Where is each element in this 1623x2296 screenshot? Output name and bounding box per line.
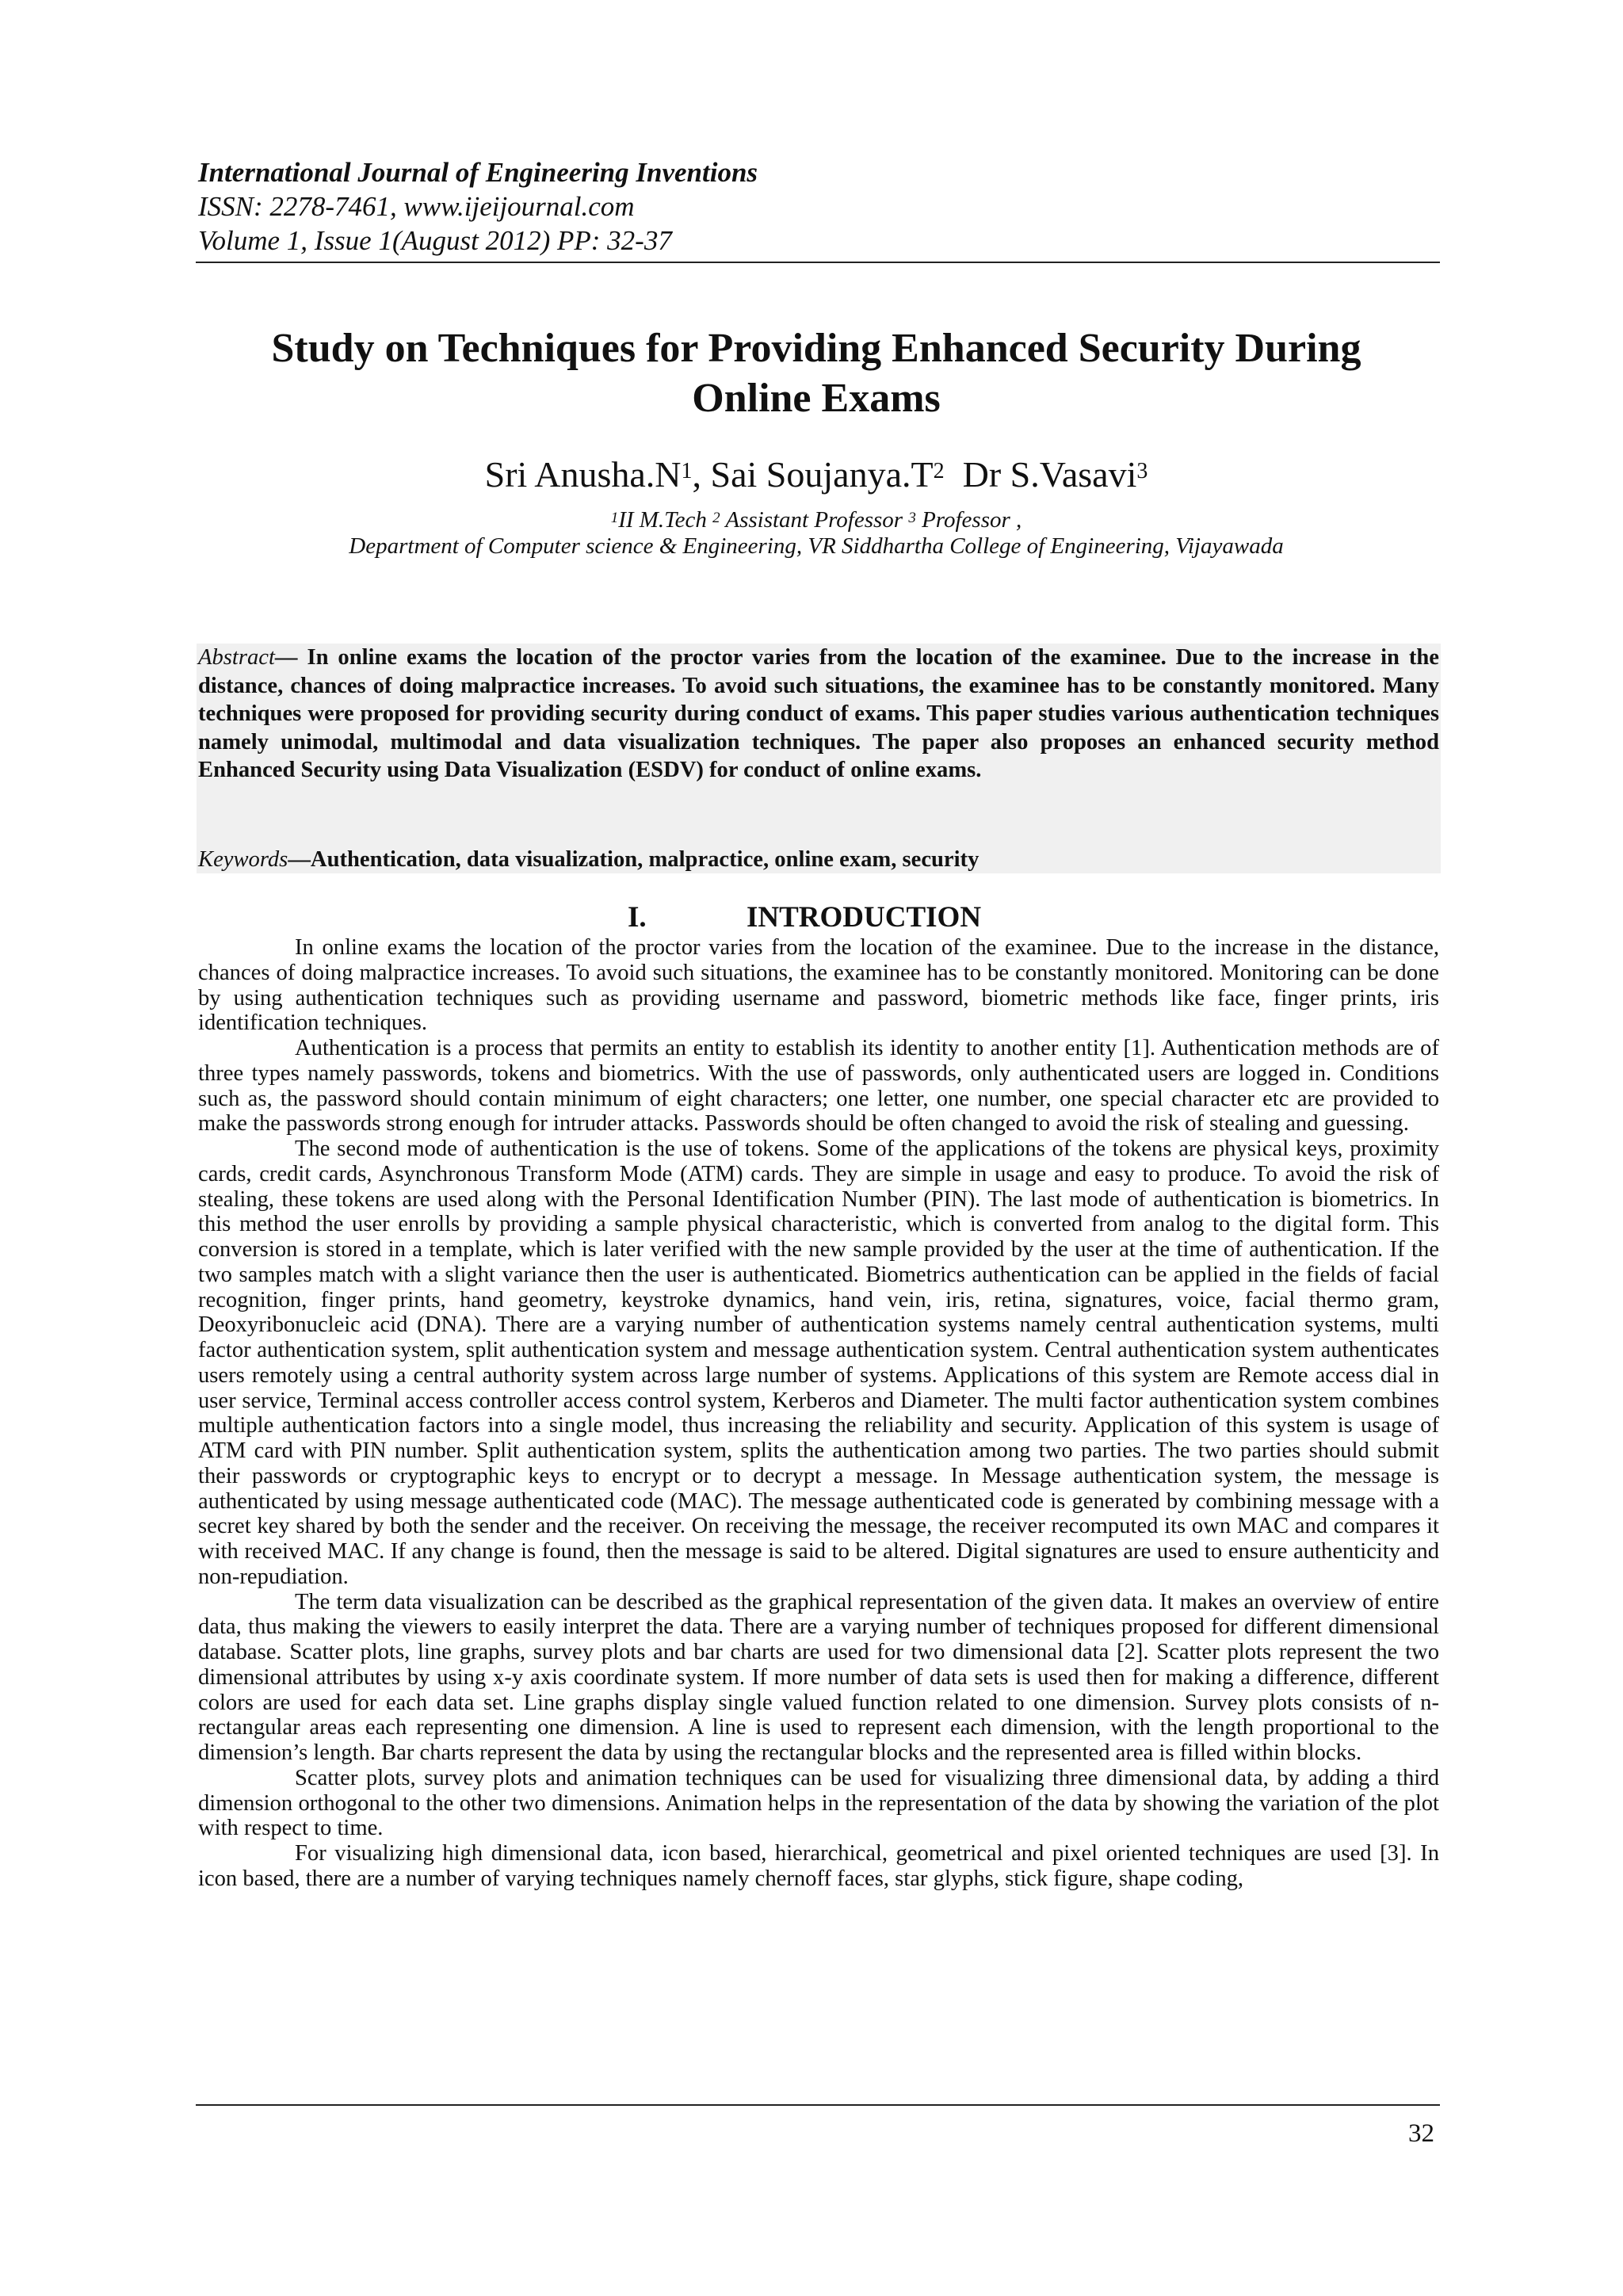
keywords-text: Authentication, data visualization, malpractice, online exam, security (310, 847, 980, 872)
paragraph: The second mode of authentication is the use of tokens. Some of the applications of the tokens are physical keys, proximity cards, credit cards, Asynchronous Transform Mode (ATM) cards. They are simple in usage and easy to produce. To avoid the risk of stealing, these tokens are used along with the Personal Identification Number (PIN). The last mode of authentication is biometrics. In this method the user enrolls by providing a sample physical characteristic, which is converted from analog to the digital form. This conversion is stored in a template, which is later verified with the new sample provided by the user at the time of authentication. If the two samples match with a slight variance then the user is authenticated. Biometrics authentication can be applied in the fields of facial recognition, finger prints, hand geometry, keystroke dynamics, hand vein, iris, retina, signatures, voice, facial thermo gram, Deoxyribonucleic acid (DNA). There are a varying number of authentication systems namely central authentication systems, multi factor authentication system, split authentication system and message authentication system. Central authentication system authenticates users remotely using a central authority system across large number of systems. Applications of this system are Remote access dial in user service, Terminal access controller access control system, Kerberos and Diameter. The multi factor authentication system combines multiple authentication factors into a single model, thus increasing the reliability and security. Application of this system is usage of ATM card with PIN number. Split authentication system, splits the authentication among two parties. The two parties should submit their passwords or cryptographic keys to encrypt or to decrypt a message. In Message authentication system, the message is authenticated by using message authenticated code (MAC). The message authenticated code is generated by combining message with a secret key shared by both the sender and the receiver. On receiving the message, the receiver recomputed its own MAC and compares it with received MAC. If any change is found, then the message is said to be altered. Digital signatures are used to ensure authenticity and non-repudiation. (198, 1137, 1439, 1589)
page-number: 32 (1408, 2119, 1434, 2148)
body-text (198, 935, 1439, 1892)
author-separator (945, 454, 963, 495)
header-rule (196, 262, 1440, 263)
journal-name: International Journal of Engineering Inventions (198, 157, 758, 188)
role-sup: 2 (712, 510, 720, 526)
journal-header (198, 155, 1434, 258)
abstract-dash: — (274, 645, 307, 670)
role-text: Assistant Professor (720, 507, 909, 533)
section-number: I. (628, 901, 647, 934)
paragraph: Authentication is a process that permits an entity to establish its identity to another entity [1]. Authentication methods are of three types namely passwords, tokens and biometrics. With the use of passwords, only authenticated users are logged in. Conditions such as, the password should contain minimum of eight characters; one letter, one number, one special character etc are provided to make the passwords strong enough for intruder attacks. Passwords should be often changed to avoid the risk of stealing and guessing. (198, 1036, 1439, 1137)
keywords-label: Keywords (198, 847, 288, 872)
paragraph: Scatter plots, survey plots and animation techniques can be used for visualizing three dimensional data, by adding a third dimension orthogonal to the other two dimensions. Animation helps in the representation of the data by showing the variation of the plot with respect to time. (198, 1765, 1439, 1841)
keywords-dash: — (288, 847, 311, 872)
role-sup: 1 (610, 510, 619, 526)
author-name: Dr S.Vasavi (962, 454, 1137, 495)
abstract-label: Abstract (198, 645, 275, 670)
keywords (198, 846, 1439, 874)
author-roles (198, 506, 1434, 534)
footer-rule (196, 2104, 1440, 2106)
role-sup: 3 (908, 510, 916, 526)
role-text: Professor , (915, 507, 1022, 533)
journal-issn: ISSN: 2278-7461, www.ijeijournal.com (198, 191, 635, 222)
paragraph: For visualizing high dimensional data, icon based, hierarchical, geometrical and pixel oriented techniques are used [3]. In icon based, there are a number of varying techniques namely chernoff faces, star glyphs, stick figure, shape coding, (198, 1841, 1439, 1891)
author-sup: 1 (681, 459, 693, 483)
paper-title-line-2: Online Exams (692, 376, 941, 421)
author-separator: , (692, 454, 711, 495)
role-text: II M.Tech (618, 507, 713, 533)
author-sup: 3 (1136, 459, 1148, 483)
section-title: INTRODUCTION (747, 901, 982, 934)
author-affiliation: Department of Computer science & Engineering, VR Siddhartha College of Engineering, Vijayawada (349, 533, 1284, 559)
abstract (198, 644, 1439, 785)
paper-title (198, 323, 1434, 423)
author-name: Sri Anusha.N (484, 454, 682, 495)
abstract-text: In online exams the location of the proctor varies from the location of the examinee. Due to the increase in the distance, chances of doing malpractice increases. To avoid such situations, the examinee has to be constantly monitored. Many techniques were proposed for providing security during conduct of exams. This paper studies various authentication techniques namely unimodal, multimodal and data visualization techniques. The paper also proposes an enhanced security method Enhanced Security using Data Visualization (ESDV) for conduct of online exams. (198, 645, 1439, 782)
paragraph: In online exams the location of the proctor varies from the location of the examinee. Due to the increase in the distance, chances of doing malpractice increases. To avoid such situations, the examinee has to be constantly monitored. Monitoring can be done by using authentication techniques such as providing username and password, biometric methods like face, finger prints, iris identification techniques. (198, 935, 1439, 1036)
author-name: Sai Soujanya.T (710, 454, 934, 495)
paragraph: The term data visualization can be described as the graphical representation of the given data. It makes an overview of entire data, thus making the viewers to easily interpret the data. There are a varying number of techniques proposed for different dimensional database. Scatter plots, line graphs, survey plots and bar charts are used for two dimensional data [2]. Scatter plots represent the two dimensional attributes by using x-y axis coordinate system. If more number of data sets is used then for making a difference, different colors are used for each data set. Line graphs display single valued function related to one dimension. Survey plots consists of n-rectangular areas each representing one dimension. A line is used to represent each dimension, with the length proportional to the dimension’s length. Bar charts represent the data by using the rectangular blocks and the represented area is filled within blocks. (198, 1589, 1439, 1765)
paper-title-line-1: Study on Techniques for Providing Enhanced Security During (271, 326, 1361, 371)
author-list (198, 453, 1434, 496)
author-sup: 2 (933, 459, 945, 483)
journal-volume: Volume 1, Issue 1(August 2012) PP: 32-37 (198, 225, 672, 256)
